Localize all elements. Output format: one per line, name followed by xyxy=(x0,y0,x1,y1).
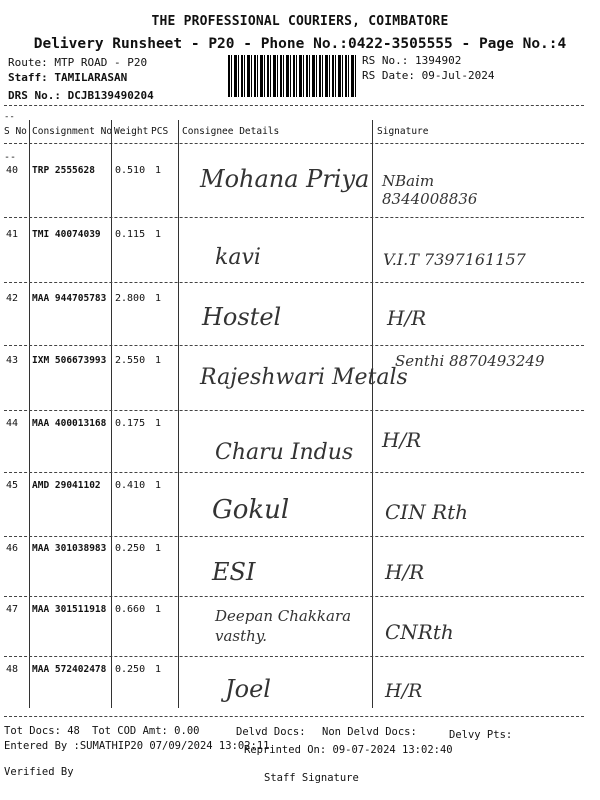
row-sno: 48 xyxy=(6,664,19,675)
row-weight: 2.800 xyxy=(115,293,146,304)
row-consignment: TRP 2555628 xyxy=(32,165,95,176)
handwritten-signature: CIN Rth xyxy=(385,500,469,524)
row-sno: 42 xyxy=(6,293,19,304)
handwritten-consignee: Gokul xyxy=(212,495,290,525)
row-sno: 44 xyxy=(6,418,19,429)
row-divider xyxy=(4,716,584,717)
handwritten-consignee: Joel xyxy=(225,675,271,703)
row-divider xyxy=(4,410,584,411)
delivered-docs: Delvd Docs: xyxy=(236,726,306,738)
staff-signature-label: Staff Signature xyxy=(264,772,359,784)
col-header-weight: Weight xyxy=(114,126,149,137)
row-weight: 0.175 xyxy=(115,418,146,429)
row-weight: 0.510 xyxy=(115,165,146,176)
col-header-signature: Signature xyxy=(377,126,429,137)
handwritten-signature: H/R xyxy=(382,428,422,452)
runsheet-subtitle: Delivery Runsheet - P20 - Phone No.:0422-3505555 - Page No.:4 xyxy=(33,36,567,52)
row-sno: 40 xyxy=(6,165,19,176)
row-consignment: MAA 400013168 xyxy=(32,418,107,429)
row-sno: 43 xyxy=(6,355,19,366)
row-weight: 0.250 xyxy=(115,664,146,675)
row-sno: 41 xyxy=(6,229,19,240)
row-consignment: TMI 40074039 xyxy=(32,229,101,240)
row-sno: 45 xyxy=(6,480,19,491)
row-pcs: 1 xyxy=(155,293,162,304)
col-header-pcs: PCS xyxy=(151,126,169,137)
column-line xyxy=(178,120,179,708)
staff-text: Staff: TAMILARASAN xyxy=(8,71,128,84)
dash-mark: -- xyxy=(4,152,17,163)
delivery-points: Delvy Pts: xyxy=(449,729,513,741)
handwritten-consignee: Deepan Chakkara vasthy. xyxy=(215,607,352,645)
row-consignment: MAA 944705783 xyxy=(32,293,107,304)
row-divider xyxy=(4,536,584,537)
handwritten-signature: H/R xyxy=(385,560,425,584)
total-cod-amount: Tot COD Amt: 0.00 xyxy=(92,725,200,737)
row-divider xyxy=(4,282,584,283)
row-pcs: 1 xyxy=(155,664,162,675)
handwritten-consignee: Mohana Priya xyxy=(200,165,370,193)
handwritten-consignee: Hostel xyxy=(202,303,282,331)
row-sno: 46 xyxy=(6,543,19,554)
row-weight: 0.250 xyxy=(115,543,146,554)
row-divider xyxy=(4,472,584,473)
row-divider xyxy=(4,656,584,657)
rs-date: RS Date: 09-Jul-2024 xyxy=(362,69,495,82)
row-consignment: MAA 301038983 xyxy=(32,543,107,554)
row-weight: 0.660 xyxy=(115,604,146,615)
dash-mark: -- xyxy=(4,112,15,122)
row-weight: 0.410 xyxy=(115,480,146,491)
row-pcs: 1 xyxy=(155,165,162,176)
reprinted-on: Reprinted On: 09-07-2024 13:02:40 xyxy=(244,744,453,756)
column-line xyxy=(29,120,30,708)
header-divider xyxy=(4,105,584,106)
row-pcs: 1 xyxy=(155,604,162,615)
row-weight: 2.550 xyxy=(115,355,146,366)
handwritten-signature: Senthi 8870493249 xyxy=(395,352,545,370)
row-consignment: IXM 506673993 xyxy=(32,355,107,366)
row-consignment: AMD 29041102 xyxy=(32,480,101,491)
handwritten-signature: NBaim 8344008836 xyxy=(382,172,478,208)
row-divider xyxy=(4,217,584,218)
drs-number: DRS No.: DCJB139490204 xyxy=(8,89,154,102)
row-divider xyxy=(4,345,584,346)
document-title: THE PROFESSIONAL COURIERS, COIMBATORE xyxy=(151,14,449,29)
col-header-consignee: Consignee Details xyxy=(182,126,280,137)
handwritten-consignee: kavi xyxy=(215,245,261,270)
handwritten-signature: CNRth xyxy=(385,620,454,644)
non-delivered-docs: Non Delvd Docs: xyxy=(322,726,417,738)
handwritten-consignee: Rajeshwari Metals xyxy=(200,365,408,390)
row-consignment: MAA 572402478 xyxy=(32,664,107,675)
total-docs: Tot Docs: 48 xyxy=(4,725,80,737)
row-pcs: 1 xyxy=(155,355,162,366)
row-pcs: 1 xyxy=(155,543,162,554)
row-sno: 47 xyxy=(6,604,19,615)
handwritten-consignee: Charu Indus xyxy=(215,440,354,465)
col-header-consignment: Consignment No xyxy=(32,126,113,137)
column-line xyxy=(111,120,112,708)
row-pcs: 1 xyxy=(155,229,162,240)
handwritten-signature: V.I.T 7397161157 xyxy=(383,250,526,269)
entered-by: Entered By :SUMATHIP20 07/09/2024 13:02:11 xyxy=(4,740,270,752)
column-line xyxy=(372,120,373,708)
row-weight: 0.115 xyxy=(115,229,146,240)
col-header-sno: S No xyxy=(4,126,27,137)
barcode xyxy=(228,55,356,97)
route-text: Route: MTP ROAD - P20 xyxy=(8,56,148,69)
row-consignment: MAA 301511918 xyxy=(32,604,107,615)
rs-number: RS No.: 1394902 xyxy=(362,54,462,67)
row-divider xyxy=(4,596,584,597)
columns-divider xyxy=(4,143,584,144)
handwritten-signature: H/R xyxy=(387,306,427,330)
verified-by-label: Verified By xyxy=(4,766,74,778)
handwritten-signature: H/R xyxy=(385,680,423,702)
handwritten-consignee: ESI xyxy=(212,558,256,586)
row-pcs: 1 xyxy=(155,480,162,491)
row-pcs: 1 xyxy=(155,418,162,429)
